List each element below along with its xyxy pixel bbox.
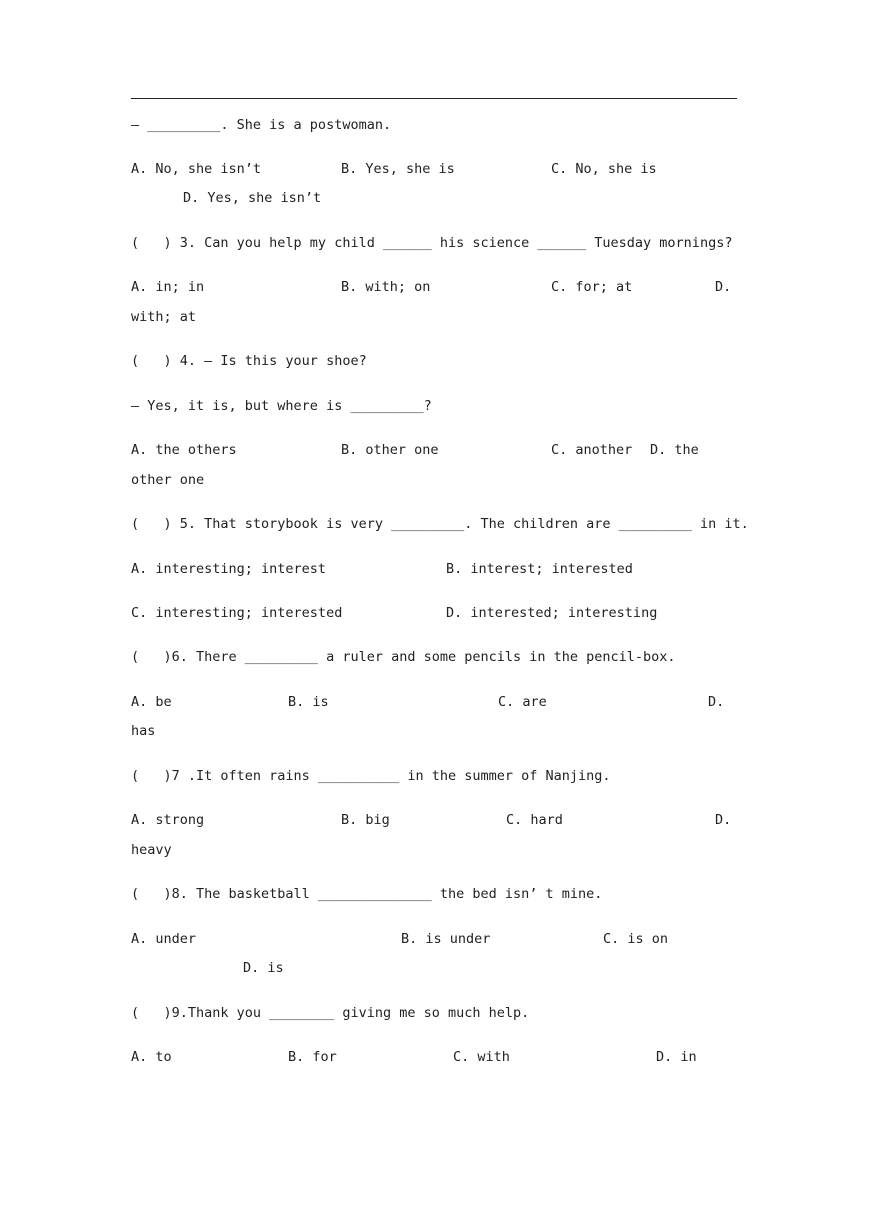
q4-option-d: other one [131, 472, 205, 488]
q6-option-b: B. is [288, 694, 329, 710]
q3-option-c: C. for; at [551, 279, 633, 295]
q7-option-a: A. strong [131, 812, 205, 828]
q6-option-d-prefix: D. [708, 694, 725, 710]
q8-option-d: D. is [243, 960, 284, 976]
q5-option-a: A. interesting; interest [131, 561, 327, 577]
q2-option-d: D. Yes, she isn’t [183, 190, 322, 206]
q3-option-a: A. in; in [131, 279, 205, 295]
q9-option-d: D. in [656, 1049, 697, 1065]
q4-option-d-prefix: D. the [650, 442, 699, 458]
q9-option-a: A. to [131, 1049, 172, 1065]
q4-option-a: A. the others [131, 442, 237, 458]
q5-option-c: C. interesting; interested [131, 605, 343, 621]
q5-stem: ( ) 5. That storybook is very _________. The children are _________ in it. [131, 516, 749, 532]
q4-option-b: B. other one [341, 442, 439, 458]
answer-line: — _________. She is a postwoman. [131, 117, 392, 133]
q3-option-b: B. with; on [341, 279, 431, 295]
q7-stem: ( )7 .It often rains __________ in the summer of Nanjing. [131, 768, 611, 784]
q3-option-d: with; at [131, 309, 197, 325]
q8-stem: ( )8. The basketball ______________ the bed isn’ t mine. [131, 886, 603, 902]
q3-stem: ( ) 3. Can you help my child ______ his science ______ Tuesday mornings? [131, 235, 733, 251]
q8-option-a: A. under [131, 931, 197, 947]
q4-stem: ( ) 4. — Is this your shoe? [131, 353, 367, 369]
header-rule [131, 98, 737, 99]
q7-option-d: heavy [131, 842, 172, 858]
q4-reply: — Yes, it is, but where is _________? [131, 398, 432, 414]
q2-option-a: A. No, she isn’t [131, 161, 262, 177]
q7-option-b: B. big [341, 812, 390, 828]
q2-option-c: C. No, she is [551, 161, 657, 177]
q6-stem: ( )6. There _________ a ruler and some pencils in the pencil-box. [131, 649, 676, 665]
q9-option-c: C. with [453, 1049, 510, 1065]
q8-option-c: C. is on [603, 931, 669, 947]
q4-option-c: C. another [551, 442, 633, 458]
q6-option-c: C. are [498, 694, 547, 710]
q7-option-d-prefix: D. [715, 812, 732, 828]
q5-option-b: B. interest; interested [446, 561, 633, 577]
q3-option-d-prefix: D. [715, 279, 732, 295]
q2-option-b: B. Yes, she is [341, 161, 455, 177]
q9-option-b: B. for [288, 1049, 337, 1065]
q8-option-b: B. is under [401, 931, 491, 947]
q5-option-d: D. interested; interesting [446, 605, 658, 621]
q7-option-c: C. hard [506, 812, 563, 828]
q9-stem: ( )9.Thank you ________ giving me so much help. [131, 1005, 530, 1021]
q6-option-a: A. be [131, 694, 172, 710]
q6-option-d: has [131, 723, 156, 739]
